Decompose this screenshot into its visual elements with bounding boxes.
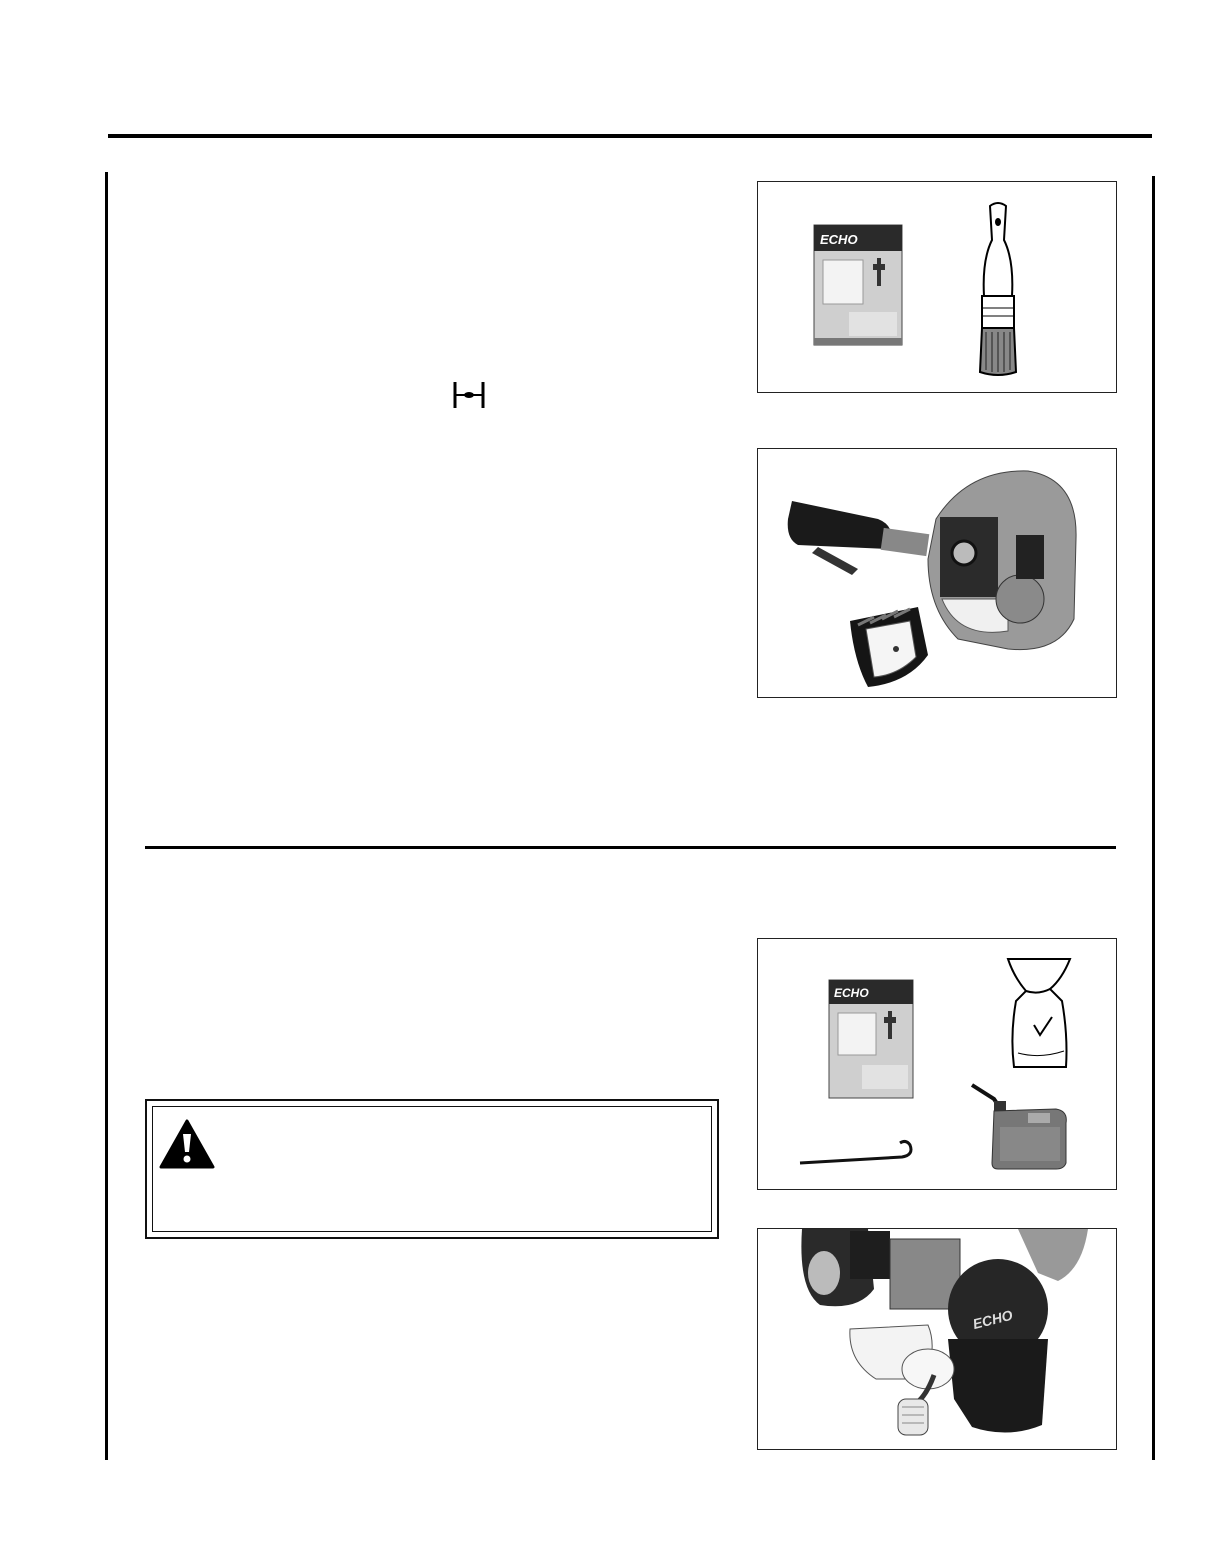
warning-box-inner [152, 1106, 712, 1232]
figure-filter-and-brush [757, 181, 1117, 393]
right-margin-bar [1152, 176, 1155, 1460]
cleaning-rag-icon [1004, 955, 1076, 1073]
figure-engine-filter-removed [757, 448, 1117, 698]
air-filter-package-icon [813, 224, 903, 346]
warning-triangle-icon [159, 1119, 215, 1169]
fuel-can-icon [968, 1079, 1078, 1171]
air-filter-package-icon [828, 979, 914, 1099]
section-divider [145, 846, 1116, 849]
package-brand: ECHO [820, 232, 858, 247]
figure-fuel-filter-tools [757, 938, 1117, 1190]
paint-brush-icon [968, 200, 1028, 378]
package-brand: ECHO [834, 986, 869, 1000]
engine-with-air-filter-cover-removed-icon [758, 449, 1116, 697]
warning-box [145, 1099, 719, 1239]
header-rule [108, 134, 1152, 138]
fuel-tank-with-fuel-filter-icon [758, 1229, 1116, 1449]
hook-wire-icon [798, 1137, 918, 1167]
left-margin-bar [105, 172, 108, 1460]
choke-symbol-icon [452, 380, 486, 410]
engine-brand: ECHO [971, 1306, 1015, 1333]
figure-fuel-filter-removal [757, 1228, 1117, 1450]
